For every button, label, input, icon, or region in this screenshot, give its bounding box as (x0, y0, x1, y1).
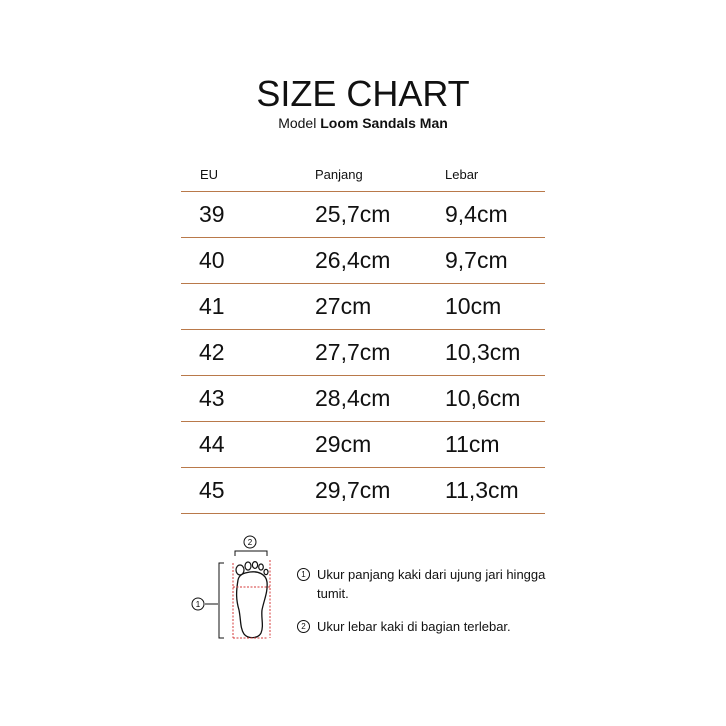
toe-big (236, 565, 244, 575)
cell-eu: 41 (199, 293, 225, 319)
cell-panjang: 29,7cm (315, 477, 391, 503)
cell-panjang: 28,4cm (315, 385, 391, 411)
cell-panjang: 29cm (315, 431, 372, 457)
measurement-notes (297, 565, 557, 636)
note-1-marker: 1 (297, 568, 310, 581)
toe-5 (264, 569, 268, 574)
foot-measure-icon (188, 534, 288, 644)
cell-lebar: 9,4cm (445, 201, 508, 227)
column-header-eu: EU (200, 167, 219, 182)
table-row (181, 422, 545, 468)
column-header-panjang: Panjang (315, 167, 363, 182)
cell-eu: 40 (199, 247, 225, 273)
cell-panjang: 26,4cm (315, 247, 391, 273)
table-row (181, 238, 545, 284)
cell-lebar: 9,7cm (445, 247, 508, 273)
cell-lebar: 10,3cm (445, 339, 521, 365)
length-bracket (219, 563, 224, 638)
toe-2 (245, 562, 251, 570)
cell-eu: 42 (199, 339, 225, 365)
table-row (181, 192, 545, 238)
cell-eu: 45 (199, 477, 225, 503)
cell-lebar: 11,3cm (445, 477, 519, 503)
note-width (297, 617, 557, 636)
marker-2-label: 2 (247, 538, 253, 547)
subtitle-model: Loom Sandals Man (320, 115, 448, 131)
cell-panjang: 27cm (315, 293, 372, 319)
table-header (181, 161, 545, 192)
cell-panjang: 25,7cm (315, 201, 391, 227)
cell-eu: 44 (199, 431, 225, 457)
page-subtitle (0, 115, 726, 131)
toe-4 (259, 564, 264, 570)
width-bracket (235, 551, 267, 556)
page-title: SIZE CHART (256, 73, 470, 114)
cell-lebar: 10cm (445, 293, 502, 319)
table-row (181, 284, 545, 330)
marker-1-label: 1 (195, 600, 201, 609)
table-row (181, 376, 545, 422)
column-header-lebar: Lebar (445, 167, 479, 182)
cell-eu: 43 (199, 385, 225, 411)
cell-lebar: 10,6cm (445, 385, 521, 411)
toe-3 (252, 562, 257, 569)
note-length (297, 565, 557, 603)
cell-lebar: 11cm (445, 431, 500, 457)
cell-panjang: 27,7cm (315, 339, 391, 365)
note-2-text: Ukur lebar kaki di bagian terlebar. (317, 619, 511, 634)
table-row (181, 330, 545, 376)
foot-outline (237, 572, 268, 638)
subtitle-prefix: Model (278, 115, 317, 131)
note-2-marker: 2 (297, 620, 310, 633)
size-table (181, 161, 545, 514)
note-1-text: Ukur panjang kaki dari ujung jari hingga tumit. (317, 567, 546, 601)
cell-eu: 39 (199, 201, 225, 227)
table-row (181, 468, 545, 514)
